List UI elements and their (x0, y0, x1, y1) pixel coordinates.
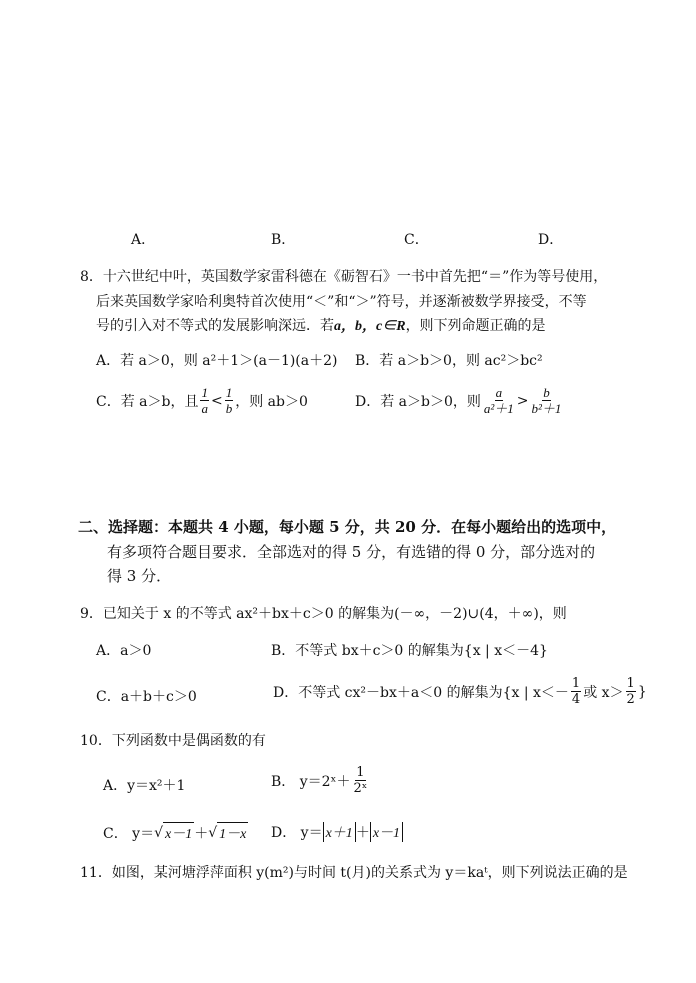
fraction-1-over-4: $\frac{1}{4}$ (571, 676, 581, 707)
plus-sign: ＋ (194, 825, 209, 842)
q9-option-d-mid: 或 x＞ (583, 684, 624, 701)
q8-option-d-pre: D．若 a＞b＞0，则 (355, 393, 481, 410)
q8-option-c-pre: C．若 a＞b，且 (96, 393, 199, 410)
fraction-1-over-2: $\frac{1}{2}$ (626, 676, 635, 707)
q8-stem-line3-pre: 号的引入对不等式的发展影响深远．若 (96, 318, 334, 334)
sqrt-symbol: √ (208, 824, 218, 841)
q7-option-c: C． (404, 232, 429, 248)
sqrt-x-minus-1: x－1 (163, 822, 194, 843)
plus-sign: ＋ (355, 825, 370, 841)
q8-option-a: A．若 a＞0，则 a²＋1＞(a－1)(a＋2) (96, 353, 338, 369)
q8-stem-line3-vars: a，b，c∈R (334, 319, 406, 334)
q10-option-b-pre: B． y＝2ˣ＋ (271, 773, 351, 790)
fraction-1-over-a: $\frac{1}{a}$ (201, 385, 208, 416)
q11-stem: 11．如图，某河塘浮萍面积 y(m²)与时间 t(月)的关系式为 y＝kaᵗ，则下列说法正确的是 (80, 865, 628, 881)
q7-option-d: D． (538, 232, 564, 248)
q8-option-c-post: ，则 ab＞0 (235, 393, 308, 410)
q8-option-d (355, 386, 564, 415)
q10-option-d-pre: D． y＝ (271, 825, 323, 841)
q9-stem: 9．已知关于 x 的不等式 ax²＋bx＋c＞0 的解集为(－∞，－2)∪(4，＋∞)，则 (80, 606, 567, 622)
fraction-1-over-2x: $\frac{1}{\text{2ˣ}}$ (353, 765, 368, 796)
q9-option-b: B．不等式 bx＋c＞0 的解集为{x | x＜－4} (271, 643, 548, 659)
section2-line2: 有多项符合题目要求．全部选对的得 5 分，有选错的得 0 分，部分选对的 (107, 543, 596, 561)
section2-line3: 得 3 分． (107, 567, 172, 585)
q10-option-a: A．y＝x²＋1 (103, 778, 186, 794)
q7-option-b: B． (271, 232, 296, 248)
fraction-1-over-b: $\frac{1}{b}$ (225, 385, 233, 416)
greater-than-sign: > (516, 392, 529, 409)
q9-option-d-pre: D．不等式 cx²－bx＋a＜0 的解集为{x | x＜－ (273, 684, 569, 701)
abs-x-plus-1: x＋1 (323, 822, 356, 842)
fraction-a-over-a2p1: $\frac{a}{\text{a²＋1}}$ (483, 385, 514, 416)
q9-option-d-post: } (637, 683, 647, 700)
section2-heading: 二、选择题：本题共 4 小题，每小题 5 分，共 20 分．在每小题给出的选项中， (78, 518, 617, 536)
q9-option-a: A．a＞0 (96, 643, 152, 659)
q9-option-c: C．a＋b＋c＞0 (96, 689, 197, 705)
q7-option-a: A． (131, 232, 156, 248)
q8-option-c (96, 386, 308, 415)
abs-x-minus-1: x－1 (370, 822, 403, 842)
q9-option-d (273, 677, 647, 706)
q8-stem-line1: 8．十六世纪中叶，英国数学家雷科德在《砺智石》一书中首先把“＝”作为等号使用， (80, 269, 608, 285)
sqrt-1-minus-x: 1－x (217, 822, 248, 843)
q8-option-b: B．若 a＞b＞0，则 ac²＞bc² (355, 353, 543, 369)
q10-option-c (103, 822, 248, 843)
less-than-sign: < (210, 392, 223, 409)
q8-stem-line3 (96, 315, 546, 335)
sqrt-symbol: √ (154, 824, 163, 841)
q10-option-c-pre: C． y＝ (103, 825, 155, 842)
q10-stem: 10．下列函数中是偶函数的有 (80, 733, 266, 749)
q10-option-d (271, 822, 403, 842)
q8-stem-line2: 后来英国数学家哈利奥特首次使用“＜”和“＞”符号，并逐渐被数学界接受，不等 (96, 294, 587, 310)
q10-option-b (271, 766, 370, 795)
fraction-b-over-b2p1: $\frac{b}{\text{b²＋1}}$ (531, 385, 562, 416)
q8-stem-line3-post: ，则下列命题正确的是 (405, 318, 546, 334)
